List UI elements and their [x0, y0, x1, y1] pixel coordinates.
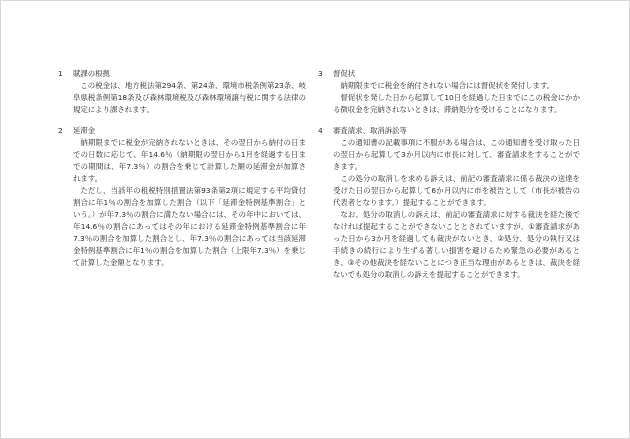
section-number: 4 — [318, 126, 323, 135]
section-number: 2 — [58, 126, 63, 135]
section-paragraph: なお、処分の取消しの訴えは、前記の審査請求に対する裁決を経た後でなければ提起することができないこととされていますが、①審査請求があった日から3か月を経過しても裁決がないとき、②処分、処分の執行又は手続きの続行により生ずる著しい損害を避けるため緊急の必要があるとき、③その他裁決を経ないことにつき正当な理由があるときは、裁決を経ないでも処分の取消しの訴えを提起することができます。 — [333, 210, 580, 279]
right-column — [318, 68, 580, 290]
section-heading — [318, 125, 580, 137]
section-paragraph: 納期限までに税金を納付されない場合には督促状を発付します。 — [340, 81, 555, 90]
section-paragraph: 納期限までに税金が完納されないときは、その翌日から納付の日までの日数に応じて、年14.6％（納期限の翌日から1月を経過する日までの期間は、年7.3％）の割合を乗じて計算した額の延滞金が加算されます。 — [73, 138, 306, 183]
section-title: 賦課の根拠 — [73, 69, 110, 78]
section-assessment-basis — [58, 68, 306, 116]
section-title: 審査請求、取消訴訟等 — [333, 126, 407, 135]
left-column — [58, 68, 306, 278]
section-paragraph: この通知書の記載事項に不服がある場合は、この通知書を受け取った日の翌日から起算して3か月以内に市長に対して、審査請求をすることができます。 — [333, 138, 580, 171]
section-title: 延滞金 — [73, 126, 96, 135]
section-number: 3 — [318, 69, 323, 78]
section-late-fee — [58, 125, 306, 269]
section-number: 1 — [58, 69, 63, 78]
section-heading — [58, 125, 306, 137]
section-title: 督促状 — [333, 69, 356, 78]
section-paragraph: この処分の取消しを求める訴えは、前記の審査請求に係る裁決の送達を受けた日の翌日から起算して6か月以内に市を被告として（市長が被告の代表者となります。）提起することができます。 — [333, 174, 580, 207]
section-paragraph: ただし、当該年の租税特別措置法第93条第2項に規定する平均貸付割合に年1％の割合を加算した割合（以下「延滞金特例基準割合」という。）が年7.3％の割合に満たない場合には、その年中においては、年14.6％の割合にあってはその年における延滞金特例基準割合に年7.3％の割合を加算した割合とし、年7.3％の割合にあっては当該延滞金特例基準割合に年1％の割合を加算した割合（上限年7.3％）を乗じて計算した金額となります。 — [73, 186, 306, 267]
section-heading — [58, 68, 306, 80]
section-paragraph: この税金は、地方税法第294条、第24条、環境市税条例第23条、岐阜県税条例第18条及び森林環境税及び森林環境譲与税に関する法律の規定により課されます。 — [73, 81, 306, 114]
section-reminder — [318, 68, 580, 116]
section-paragraph: 督促状を発した日から起算して10日を経過した日までにこの税金にかかる徴収金を完納されないときは、滞納処分を受けることになります。 — [333, 93, 580, 114]
section-appeal — [318, 125, 580, 281]
section-heading — [318, 68, 580, 80]
